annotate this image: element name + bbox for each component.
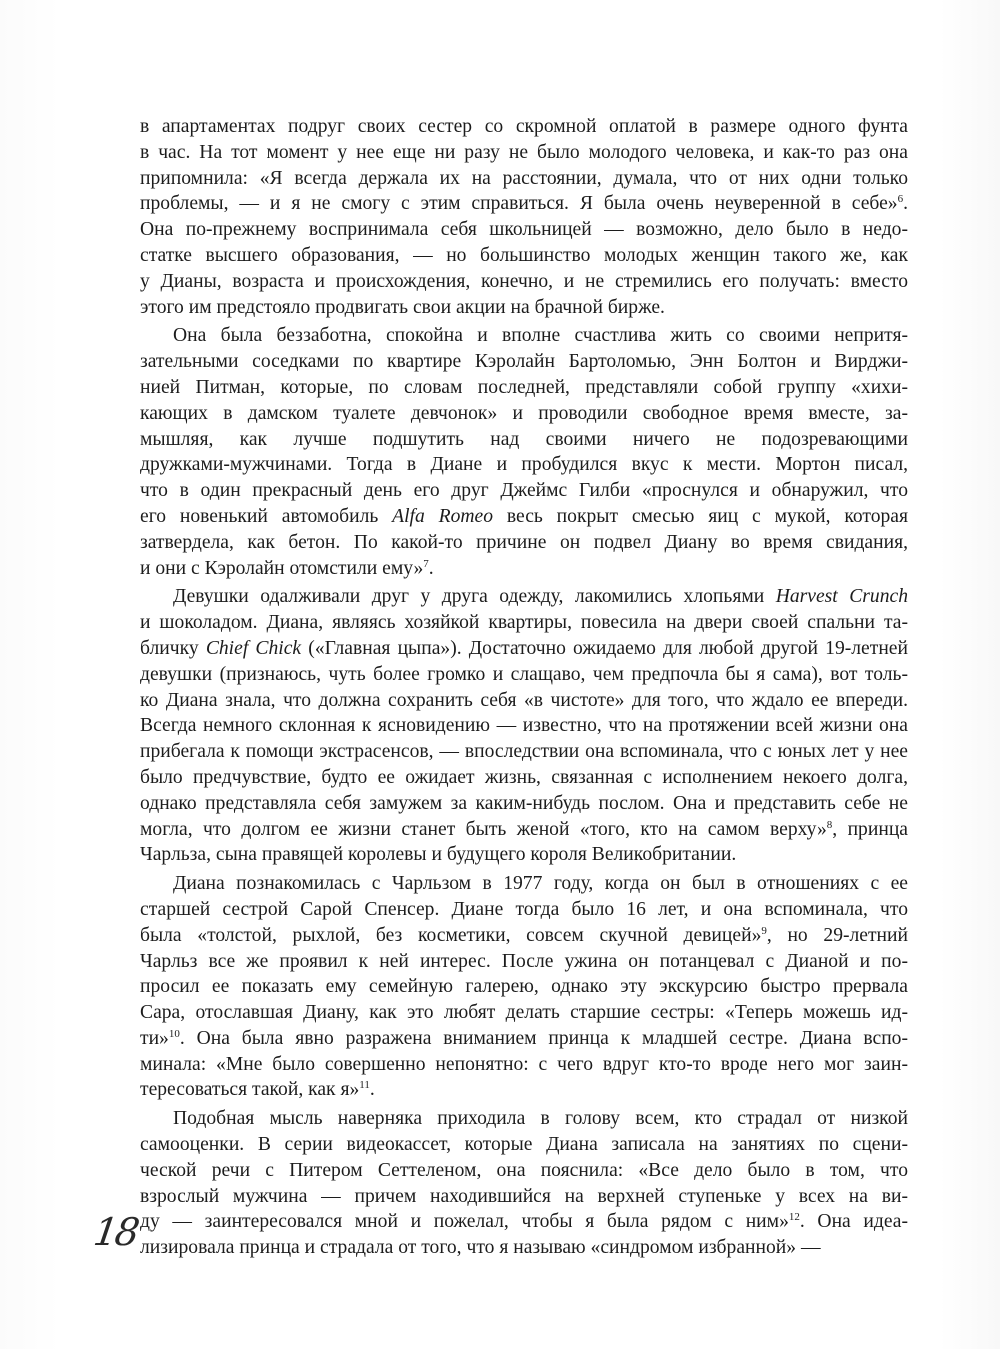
text-run: мышляя, как лучше подшутить над своими ничего не подозревающими: [140, 428, 908, 450]
text-line: [140, 1132, 908, 1158]
text-line: [140, 817, 908, 843]
text-line: [140, 1000, 908, 1026]
text-run: девушки (признаюсь, чуть более громко и слащаво, чем предпочла бы я сама), вот толь-: [140, 663, 908, 685]
text-line: [140, 140, 908, 166]
italic-text: Harvest Crunch: [775, 586, 909, 608]
text-run: припомнила: «Я всегда держала их на расстоянии, думала, что от них одни только: [140, 167, 908, 189]
text-line: [140, 610, 908, 636]
text-run: статке высшего образования, — но большинство молодых женщин такого же, как: [140, 244, 908, 266]
paragraph: [140, 323, 908, 581]
text-run: .: [369, 1079, 375, 1101]
text-line: [140, 401, 908, 427]
text-line: [140, 191, 908, 217]
text-run: минала: «Мне было совершенно непонятно: с чего вдруг кто-то вроде него мог заин-: [140, 1053, 908, 1075]
text-run: кающих в дамском туалете девчонок» и проводили свободное время вместе, за-: [140, 402, 908, 424]
text-line: [140, 636, 908, 662]
text-run: , но 29-летний: [766, 924, 909, 946]
text-run: в апартаментах подруг своих сестер со скромной оплатой в размере одного фунта: [140, 116, 908, 137]
text-line: [140, 584, 908, 610]
text-run: что в один прекрасный день его друг Джеймс Гилби «проснулся и обнаружил, что: [140, 480, 908, 502]
page-number: 18: [90, 1210, 140, 1254]
text-line: [140, 1077, 908, 1103]
text-run: ду — заинтересовался мной и пожелал, чтобы я была рядом с ним»: [140, 1211, 789, 1233]
text-run: Сара, отославшая Диану, как это любят делать старшие сестры: «Теперь можешь ид-: [140, 1002, 908, 1024]
text-line: [140, 243, 908, 269]
text-run: тересоваться такой, как я»: [140, 1079, 360, 1101]
text-run: затвердела, как бетон. По какой-то причине он подвел Диану во время свидания,: [140, 531, 908, 553]
paragraph: [140, 871, 908, 1103]
text-run: ко Диана знала, что должна сохранить себя «в чистоте» для того, что ждало ее впереди.: [140, 689, 908, 711]
text-run: дружками-мужчинами. Тогда в Диане и пробудился вкус к мести. Мортон писал,: [140, 454, 908, 476]
text-run: нией Питман, которые, по словам последней, представляли собой группу «хихи-: [140, 376, 908, 398]
text-line: [140, 504, 908, 530]
paragraph: [140, 584, 908, 868]
text-line: [140, 765, 908, 791]
text-line: [140, 871, 908, 897]
text-line: [140, 739, 908, 765]
body-text: [140, 114, 908, 1264]
text-line: [140, 949, 908, 975]
footnote-ref: 10: [168, 1027, 180, 1040]
text-line: [140, 974, 908, 1000]
text-line: [140, 897, 908, 923]
text-line: [140, 478, 908, 504]
text-line: [140, 452, 908, 478]
text-line: [140, 688, 908, 714]
text-line: [140, 923, 908, 949]
text-line: [140, 1052, 908, 1078]
text-line: [140, 217, 908, 243]
text-run: Чарльза, сына правящей королевы и будущего короля Великобритании.: [140, 844, 737, 866]
text-run: старшей сестрой Сарой Спенсер. Диане тогда было 16 лет, и она вспоминала, что: [140, 898, 908, 920]
text-run: однако представляла себя замужем за каким-нибудь послом. Она и представить себе не: [140, 792, 908, 814]
text-line: [140, 323, 908, 349]
text-run: Девушки одалживали друг у друга одежду, лакомились хлопьями: [173, 586, 776, 608]
paragraph: [140, 114, 908, 320]
footnote-ref: 12: [788, 1211, 800, 1224]
text-run: и шоколадом. Диана, являясь хозяйкой квартиры, повесила на двери своей спальни та-: [140, 612, 908, 634]
text-run: просил ее показать ему семейную галерею, однако эту экскурсию быстро прервала: [140, 976, 908, 998]
text-run: .: [903, 193, 908, 215]
text-run: его новенький автомобиль: [140, 505, 393, 527]
text-run: могла, что долгом ее жизни станет быть женой «того, кто на самом верху»: [140, 818, 827, 840]
text-line: [140, 427, 908, 453]
text-run: Диана познакомилась с Чарльзом в 1977 году, когда он был в отношениях с ее: [173, 873, 908, 895]
footnote-ref: 11: [359, 1079, 370, 1092]
text-line: [140, 1106, 908, 1132]
text-run: у Дианы, возраста и происхождения, конечно, и не стремились его получать: вместо: [140, 270, 908, 292]
text-run: ти»: [140, 1027, 169, 1049]
text-run: Всегда немного склонная к ясновидению — известно, что на протяжении всей жизни она: [140, 715, 908, 737]
text-line: [140, 791, 908, 817]
text-line: [140, 1209, 908, 1235]
text-run: этого им предстояло продвигать свои акции на брачной бирже.: [140, 296, 665, 318]
text-run: была «толстой, рыхлой, без косметики, совсем скучной девицей»: [140, 924, 762, 946]
footnote-ref: 8: [826, 818, 833, 831]
text-run: в час. На тот момент у нее еще ни разу не было молодого человека, и как-то раз она: [140, 141, 908, 163]
text-line: [140, 349, 908, 375]
text-run: («Главная цыпа»). Достаточно ожидаемо для любой другой 19-летней: [301, 637, 908, 659]
footnote-ref: 7: [423, 557, 429, 570]
footnote-ref: 9: [761, 924, 767, 937]
text-line: [140, 556, 908, 582]
text-run: Она была беззаботна, спокойна и вполне счастлива жить со своими непритя-: [173, 325, 908, 347]
paragraph: [140, 1106, 908, 1261]
text-line: [140, 842, 908, 868]
text-line: [140, 1158, 908, 1184]
text-line: [140, 114, 908, 140]
italic-text: Alfa Romeo: [392, 505, 494, 527]
text-line: [140, 713, 908, 739]
text-run: бличку: [140, 637, 206, 659]
text-run: весь покрыт смесью яиц с мукой, которая: [493, 505, 908, 527]
text-line: [140, 375, 908, 401]
italic-text: Chief Chick: [205, 637, 302, 659]
text-line: [140, 1235, 908, 1261]
text-run: прибегала к помощи экстрасенсов, — впоследствии она вспоминала, что с юных лет у нее: [140, 741, 908, 763]
text-line: [140, 166, 908, 192]
text-run: . Она была явно разражена вниманием принца к младшей сестре. Диана вспо-: [179, 1027, 908, 1049]
text-run: Чарльз все же проявил к ней интерес. После ужина он потанцевал с Дианой и по-: [140, 950, 908, 972]
text-run: взрослый мужчина — причем находившийся на верхней ступеньке у всех на ви-: [140, 1185, 908, 1207]
text-line: [140, 1184, 908, 1210]
text-run: лизировала принца и страдала от того, что я называю «синдромом избранной» —: [140, 1237, 821, 1259]
text-run: зательными соседками по квартире Кэролайн Бартоломью, Энн Болтон и Вирджи-: [140, 351, 908, 373]
text-run: . Она идеа-: [799, 1211, 909, 1233]
text-run: .: [428, 557, 434, 579]
text-run: , принца: [832, 818, 908, 840]
text-run: самооценки. В серии видеокассет, которые Диана записала на занятиях по сцени-: [140, 1134, 908, 1156]
text-run: Подобная мысль наверняка приходила в голову всем, кто страдал от низкой: [173, 1108, 908, 1130]
text-line: [140, 530, 908, 556]
text-run: Она по-прежнему воспринимала себя школьницей — возможно, дело было в недо-: [140, 219, 908, 241]
text-run: ческой речи с Питером Сеттеленом, она пояснила: «Все дело было в том, что: [140, 1159, 908, 1181]
text-run: было предчувствие, будто ее ожидает жизнь, связанная с исполнением некоего долга,: [140, 766, 908, 788]
text-run: проблемы, — и я не смогу с этим справиться. Я была очень неуверенной в себе»: [140, 193, 898, 215]
footnote-ref: 6: [897, 193, 904, 206]
text-line: [140, 269, 908, 295]
text-line: [140, 662, 908, 688]
text-line: [140, 295, 908, 321]
text-line: [140, 1026, 908, 1052]
text-run: и они с Кэролайн отомстили ему»: [140, 557, 424, 579]
